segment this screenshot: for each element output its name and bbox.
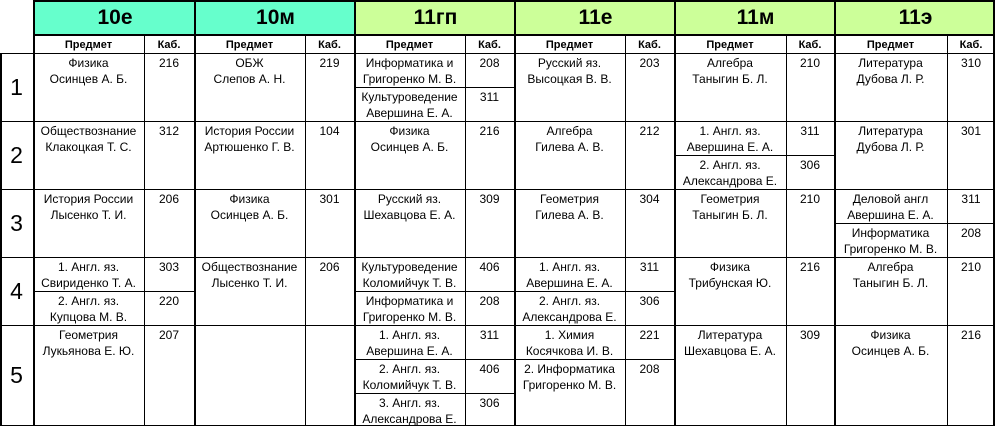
room-number: 311 (961, 192, 981, 206)
room-column-header: Каб. (478, 38, 501, 51)
room-number: 309 (479, 192, 500, 206)
subject-name: 2. Англ. яз. (699, 158, 761, 172)
lesson-number: 2 (10, 141, 23, 168)
grid-line (465, 36, 466, 426)
lesson-cell (834, 325, 947, 426)
subject-name: Информатика (851, 226, 930, 240)
room-number: 306 (479, 396, 500, 410)
class-header-4: 11е (514, 0, 675, 36)
teacher-name: Лысенко Т. И. (211, 276, 288, 290)
lesson-cell (674, 189, 786, 257)
room-number: 104 (319, 124, 340, 138)
teacher-name: Авершина Е. А. (686, 140, 774, 154)
grid-line (947, 36, 948, 426)
lesson-cell (354, 53, 465, 87)
lesson-cell (834, 121, 947, 189)
teacher-name: Лысенко Т. И. (50, 208, 127, 222)
teacher-name: Григоренко М. В. (843, 242, 938, 256)
room-number: 309 (799, 328, 821, 342)
lesson-cell (194, 325, 305, 426)
grid-line (786, 36, 787, 426)
lesson-cell (33, 257, 144, 291)
teacher-name: Осинцев А. Б. (49, 72, 128, 86)
room-column-header: Каб. (318, 38, 341, 51)
room-number: 310 (960, 56, 982, 70)
teacher-name: Авершина Е. А. (366, 344, 453, 358)
lesson-cell (834, 189, 947, 223)
grid-line (354, 359, 514, 360)
room-number: 208 (639, 362, 660, 376)
subject-name: Физика (709, 260, 751, 274)
teacher-name: Дубова Л. Р. (856, 140, 925, 154)
room-number: 312 (158, 124, 180, 138)
teacher-name: Александрова Е. (522, 310, 617, 324)
lesson-cell (194, 257, 305, 325)
subject-column-header: Предмет (385, 38, 434, 51)
teacher-name: Осинцев А. Б. (370, 140, 449, 154)
subject-name: История России (43, 192, 134, 206)
subject-name: 2. Англ. яз. (538, 294, 601, 308)
teacher-name: Дубова Л. Р. (856, 72, 925, 86)
lesson-cell (354, 359, 465, 393)
subject-name: 2. Англ. яз. (378, 362, 441, 376)
teacher-name: Лукьянова Е. Ю. (42, 344, 135, 358)
lesson-cell (674, 325, 786, 426)
subject-column-header: Предмет (866, 38, 915, 51)
teacher-name: Таныгин Б. Л. (692, 208, 768, 222)
subject-name: Обществознание (201, 260, 298, 274)
room-number: 210 (799, 56, 821, 70)
room-column-header: Каб. (638, 38, 661, 51)
room-column-header: Каб. (959, 38, 983, 51)
teacher-name: Гилева А. В. (535, 208, 604, 222)
room-number: 301 (960, 124, 982, 138)
room-number: 208 (479, 56, 500, 70)
room-number: 304 (639, 192, 660, 206)
teacher-name: Гилева А. В. (535, 140, 604, 154)
grid-line (834, 36, 836, 426)
teacher-name: Осинцев А. Б. (851, 344, 930, 358)
lesson-number: 1 (10, 73, 23, 100)
lesson-cell (674, 155, 786, 189)
teacher-name: Авершина Е. А. (366, 106, 453, 120)
grid-line (354, 87, 514, 88)
grid-line (33, 36, 35, 426)
lesson-cell (33, 291, 144, 325)
lesson-cell (514, 257, 625, 291)
subject-name: История России (204, 124, 295, 138)
subject-name: Геометрия (700, 192, 760, 206)
teacher-name: Трибунская Ю. (688, 276, 772, 290)
room-column-header: Каб. (798, 38, 822, 51)
lesson-number: 4 (10, 277, 23, 304)
subject-name: Физика (870, 328, 911, 342)
lesson-cell (354, 87, 465, 121)
subject-column-header: Предмет (225, 38, 274, 51)
class-header-3: 11гп (354, 0, 515, 36)
teacher-name: Купцова М. В. (49, 310, 128, 324)
grid-line (625, 36, 626, 426)
subject-name: 2. Англ. яз. (57, 294, 120, 308)
teacher-name: Авершина Е. А. (526, 276, 613, 290)
lesson-cell (514, 325, 625, 359)
teacher-name: Александрова Е. (682, 174, 778, 188)
room-number: 206 (158, 192, 180, 206)
grid-line (514, 36, 516, 426)
teacher-name: Григоренко М. В. (362, 310, 457, 324)
lesson-cell (674, 257, 786, 325)
room-number: 216 (799, 260, 821, 274)
subject-column-header: Предмет (545, 38, 594, 51)
subject-name: 1. Англ. яз. (57, 260, 120, 274)
subject-name: Русский яз. (537, 56, 602, 70)
teacher-name: Осинцев А. Б. (210, 208, 289, 222)
lesson-number: 3 (10, 209, 23, 236)
subject-name: 1. Химия (544, 328, 595, 342)
lesson-cell (33, 121, 144, 189)
room-number: 208 (479, 294, 500, 308)
class-header-1: 10е (33, 0, 195, 36)
room-number: 311 (479, 90, 500, 104)
room-number: 208 (960, 226, 982, 240)
lesson-cell (834, 223, 947, 257)
teacher-name: Шехавцова Е. А. (684, 344, 776, 358)
grid-line (144, 36, 145, 426)
room-number: 221 (639, 328, 660, 342)
subject-name: Физика (68, 56, 109, 70)
subject-name: Деловой англ (852, 192, 929, 206)
lesson-cell (514, 291, 625, 325)
room-number: 203 (639, 56, 660, 70)
room-number: 406 (479, 260, 500, 274)
lesson-cell (354, 325, 465, 359)
lesson-cell (354, 189, 465, 257)
room-number: 311 (639, 260, 660, 274)
teacher-name: Таныгин Б. Л. (692, 72, 768, 86)
room-number: 216 (158, 56, 180, 70)
subject-name: Литература (858, 56, 923, 70)
room-number: 206 (319, 260, 340, 274)
lesson-number: 5 (10, 362, 23, 388)
room-number: 212 (639, 124, 660, 138)
lesson-cell (674, 121, 786, 155)
teacher-name: Коломийчук Т. В. (362, 276, 457, 290)
subject-name: Литература (858, 124, 923, 138)
teacher-name: Слепов А. Н. (213, 72, 286, 86)
subject-name: Физика (229, 192, 270, 206)
grid-line (354, 36, 356, 426)
subject-name: Геометрия (540, 192, 599, 206)
teacher-name: Коломийчук Т. В. (362, 378, 457, 392)
room-number: 306 (639, 294, 660, 308)
lesson-cell (674, 53, 786, 121)
class-header-6: 11э (834, 0, 995, 36)
subject-name: Русский яз. (377, 192, 442, 206)
grid-line (0, 53, 2, 426)
room-number: 220 (158, 294, 180, 308)
teacher-name: Александрова Е. (362, 412, 457, 426)
teacher-name: Свириденко Т. А. (41, 276, 136, 290)
grid-line (674, 155, 834, 156)
subject-name: 1. Англ. яз. (699, 124, 761, 138)
grid-line (674, 36, 676, 426)
teacher-name: Клакоцкая Т. С. (45, 140, 132, 154)
subject-name: Геометрия (59, 328, 118, 342)
grid-line (305, 36, 306, 426)
lesson-cell (194, 121, 305, 189)
lesson-cell (514, 53, 625, 121)
teacher-name: Авершина Е. А. (847, 208, 934, 222)
teacher-name: Григоренко М. В. (522, 378, 617, 392)
teacher-name: Григоренко М. В. (362, 72, 457, 86)
grid-line (194, 36, 196, 426)
lesson-cell (514, 189, 625, 257)
subject-name: 3. Англ. яз. (378, 396, 441, 410)
grid-line (514, 291, 674, 292)
subject-name: Обществознание (40, 124, 137, 138)
room-number: 303 (158, 260, 180, 274)
lesson-cell (514, 121, 625, 189)
lesson-cell (354, 291, 465, 325)
grid-line (354, 393, 514, 394)
grid-line (33, 291, 194, 292)
room-number: 306 (799, 158, 821, 172)
class-header-2: 10м (194, 0, 355, 36)
subject-name: Информатика и (365, 56, 454, 70)
room-number: 207 (158, 328, 180, 342)
lesson-cell (194, 189, 305, 257)
room-number: 311 (479, 328, 500, 342)
lesson-cell (354, 257, 465, 291)
room-number: 216 (479, 124, 500, 138)
subject-name: Физика (389, 124, 430, 138)
room-number: 301 (319, 192, 340, 206)
subject-name: Литература (697, 328, 763, 342)
subject-name: Информатика и (365, 294, 454, 308)
teacher-name: Артюшенко Г. В. (204, 140, 295, 154)
room-number: 406 (479, 362, 500, 376)
grid-line (354, 291, 514, 292)
teacher-name: Косячкова И. В. (525, 344, 614, 358)
lesson-cell (514, 359, 625, 426)
lesson-cell (354, 393, 465, 426)
subject-name: Культуроведение (361, 260, 458, 274)
room-number (305, 325, 354, 426)
subject-name: 2. Информатика (524, 362, 615, 376)
lesson-cell (194, 53, 305, 121)
subject-name: 1. Англ. яз. (378, 328, 441, 342)
class-header-5: 11м (674, 0, 835, 36)
room-number: 210 (960, 260, 982, 274)
lesson-cell (33, 53, 144, 121)
subject-name: 1. Англ. яз. (538, 260, 601, 274)
room-number: 219 (319, 56, 340, 70)
teacher-name: Высоцкая В. В. (527, 72, 612, 86)
grid-line (0, 53, 995, 54)
lesson-cell (834, 53, 947, 121)
teacher-name: Таныгин Б. Л. (852, 276, 929, 290)
room-number: 210 (799, 192, 821, 206)
subject-name: Алгебра (867, 260, 914, 274)
grid-line (514, 359, 674, 360)
room-number: 216 (960, 328, 982, 342)
lesson-cell (33, 189, 144, 257)
teacher-name: Шехавцова Е. А. (363, 208, 456, 222)
room-column-header: Каб. (157, 38, 181, 51)
subject-name: ОБЖ (235, 56, 264, 70)
subject-column-header: Предмет (64, 38, 113, 51)
lesson-cell (834, 257, 947, 325)
room-number: 311 (800, 124, 820, 138)
lesson-cell (354, 121, 465, 189)
subject-name: Алгебра (707, 56, 753, 70)
lesson-cell (33, 325, 144, 426)
subject-column-header: Предмет (706, 38, 754, 51)
grid-line (834, 223, 995, 224)
subject-name: Алгебра (546, 124, 593, 138)
subject-name: Культуроведение (361, 90, 458, 104)
